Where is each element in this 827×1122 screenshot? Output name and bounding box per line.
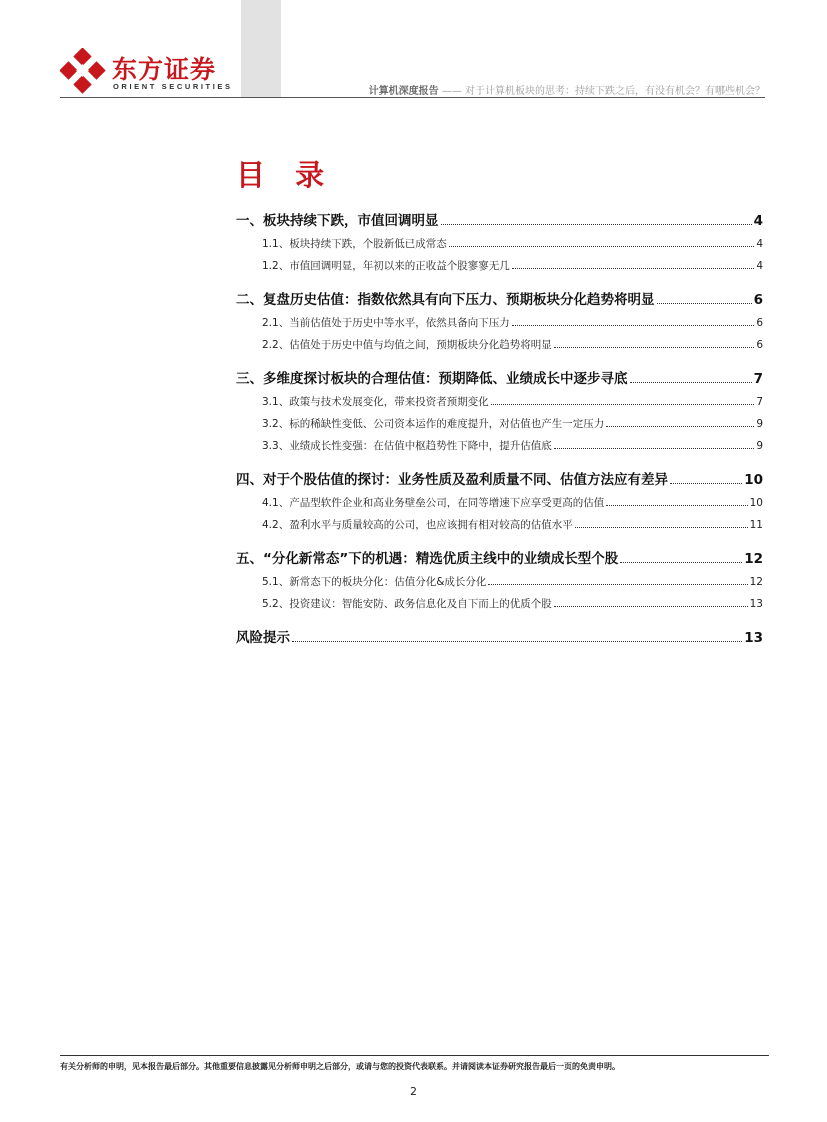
toc-entry-label: 四、对于个股估值的探讨：业务性质及盈利质量不同、估值方法应有差异 [236, 472, 668, 488]
toc-entry-page: 13 [749, 598, 763, 610]
toc-subsection-entry[interactable] [236, 416, 763, 431]
toc-section-entry[interactable] [236, 547, 763, 567]
toc-entry-page: 13 [744, 630, 763, 646]
orient-securities-logo-icon [60, 48, 106, 94]
toc-entry-label: 4.2、盈利水平与质量较高的公司，也应该拥有相对较高的估值水平 [262, 519, 573, 531]
toc-subsection-entry[interactable] [236, 394, 763, 409]
toc-entry-label: 5.2、投资建议：智能安防、政务信息化及自下而上的优质个股 [262, 598, 552, 610]
brand-name-en: ORIENT SECURITIES [113, 82, 233, 91]
toc-leader-dots [512, 268, 755, 269]
toc-entry-page: 4 [756, 238, 763, 250]
report-header [369, 82, 765, 97]
report-category: 计算机深度报告 [368, 86, 439, 97]
brand-logo [60, 48, 233, 98]
toc-section-entry[interactable] [236, 626, 763, 646]
toc-entry-label: 5.1、新常态下的板块分化：估值分化&成长分化 [262, 576, 487, 588]
toc-subsection-entry[interactable] [236, 517, 763, 532]
toc-leader-dots [554, 347, 755, 348]
toc-leader-dots [606, 505, 747, 506]
toc-entry-page: 11 [749, 519, 763, 531]
toc-entry-page: 10 [749, 497, 763, 509]
toc-section-entry[interactable] [236, 367, 763, 387]
toc-leader-dots [630, 382, 752, 383]
toc-entry-label: 三、多维度探讨板块的合理估值：预期降低、业绩成长中逐步寻底 [236, 371, 628, 387]
toc-entry-label: 二、复盘历史估值：指数依然具有向下压力、预期板块分化趋势将明显 [236, 292, 655, 308]
toc-entry-label: 3.2、标的稀缺性变低、公司资本运作的难度提升，对估值也产生一定压力 [262, 418, 605, 430]
toc-leader-dots [292, 641, 742, 642]
toc-entry-page: 9 [756, 440, 763, 452]
toc-entry-page: 4 [753, 213, 763, 229]
toc-entry-label: 3.1、政策与技术发展变化，带来投资者预期变化 [262, 396, 489, 408]
footer-divider [60, 1055, 769, 1056]
toc-entry-label: 1.1、板块持续下跌，个股新低已成常态 [262, 238, 447, 250]
header-divider [60, 97, 765, 98]
header-separator: —— [441, 86, 462, 97]
header-decoration-tab [241, 0, 281, 98]
toc-subsection-entry[interactable] [236, 315, 763, 330]
toc-section-entry[interactable] [236, 209, 763, 229]
toc-entry-label: 2.2、估值处于历史中值与均值之间，预期板块分化趋势将明显 [262, 339, 552, 351]
toc-leader-dots [575, 527, 748, 528]
toc-subsection-entry[interactable] [236, 438, 763, 453]
toc-leader-dots [491, 404, 755, 405]
toc-leader-dots [449, 246, 755, 247]
brand-name-cn: 东方证券 [112, 55, 217, 84]
toc-entry-page: 9 [756, 418, 763, 430]
toc-entry-label: 一、板块持续下跌，市值回调明显 [236, 213, 439, 229]
toc-leader-dots [606, 426, 754, 427]
toc-entry-label: 3.3、业绩成长性变强：在估值中枢趋势性下降中，提升估值底 [262, 440, 552, 452]
toc-subsection-entry[interactable] [236, 495, 763, 510]
toc-entry-label: 4.1、产品型软件企业和高业务壁垒公司，在同等增速下应享受更高的估值 [262, 497, 605, 509]
toc-entry-label: 五、“分化新常态”下的机遇：精选优质主线中的业绩成长型个股 [236, 551, 619, 567]
toc-subsection-entry[interactable] [236, 236, 763, 251]
report-subtitle: 对于计算机板块的思考：持续下跌之后，有没有机会？有哪些机会？ [465, 86, 765, 97]
toc-title: 目 录 [236, 158, 335, 192]
toc-subsection-entry[interactable] [236, 337, 763, 352]
toc-section-entry[interactable] [236, 468, 763, 488]
toc-entry-page: 4 [756, 260, 763, 272]
footer-disclaimer: 有关分析师的申明，见本报告最后部分。其他重要信息披露见分析师申明之后部分，或请与您的投资代表联系。并请阅读本证券研究报告最后一页的免责申明。 [60, 1062, 620, 1071]
toc-entry-label: 1.2、市值回调明显，年初以来的正收益个股寥寥无几 [262, 260, 510, 272]
toc-subsection-entry[interactable] [236, 574, 763, 589]
toc-entry-page: 10 [744, 472, 763, 488]
toc-leader-dots [620, 562, 742, 563]
table-of-contents [236, 209, 763, 646]
toc-leader-dots [554, 606, 748, 607]
toc-entry-label: 2.1、当前估值处于历史中等水平，依然具备向下压力 [262, 317, 510, 329]
page-number: 2 [410, 1085, 417, 1098]
toc-leader-dots [554, 448, 755, 449]
toc-leader-dots [441, 224, 752, 225]
toc-entry-page: 12 [744, 551, 763, 567]
toc-entry-page: 7 [753, 371, 763, 387]
toc-entry-page: 6 [753, 292, 763, 308]
toc-leader-dots [657, 303, 752, 304]
toc-leader-dots [488, 584, 747, 585]
toc-subsection-entry[interactable] [236, 258, 763, 273]
toc-entry-label: 风险提示 [236, 630, 290, 646]
toc-leader-dots [670, 483, 742, 484]
toc-leader-dots [512, 325, 755, 326]
toc-section-entry[interactable] [236, 288, 763, 308]
toc-entry-page: 6 [756, 317, 763, 329]
toc-subsection-entry[interactable] [236, 596, 763, 611]
toc-entry-page: 6 [756, 339, 763, 351]
toc-entry-page: 7 [756, 396, 763, 408]
toc-entry-page: 12 [749, 576, 763, 588]
